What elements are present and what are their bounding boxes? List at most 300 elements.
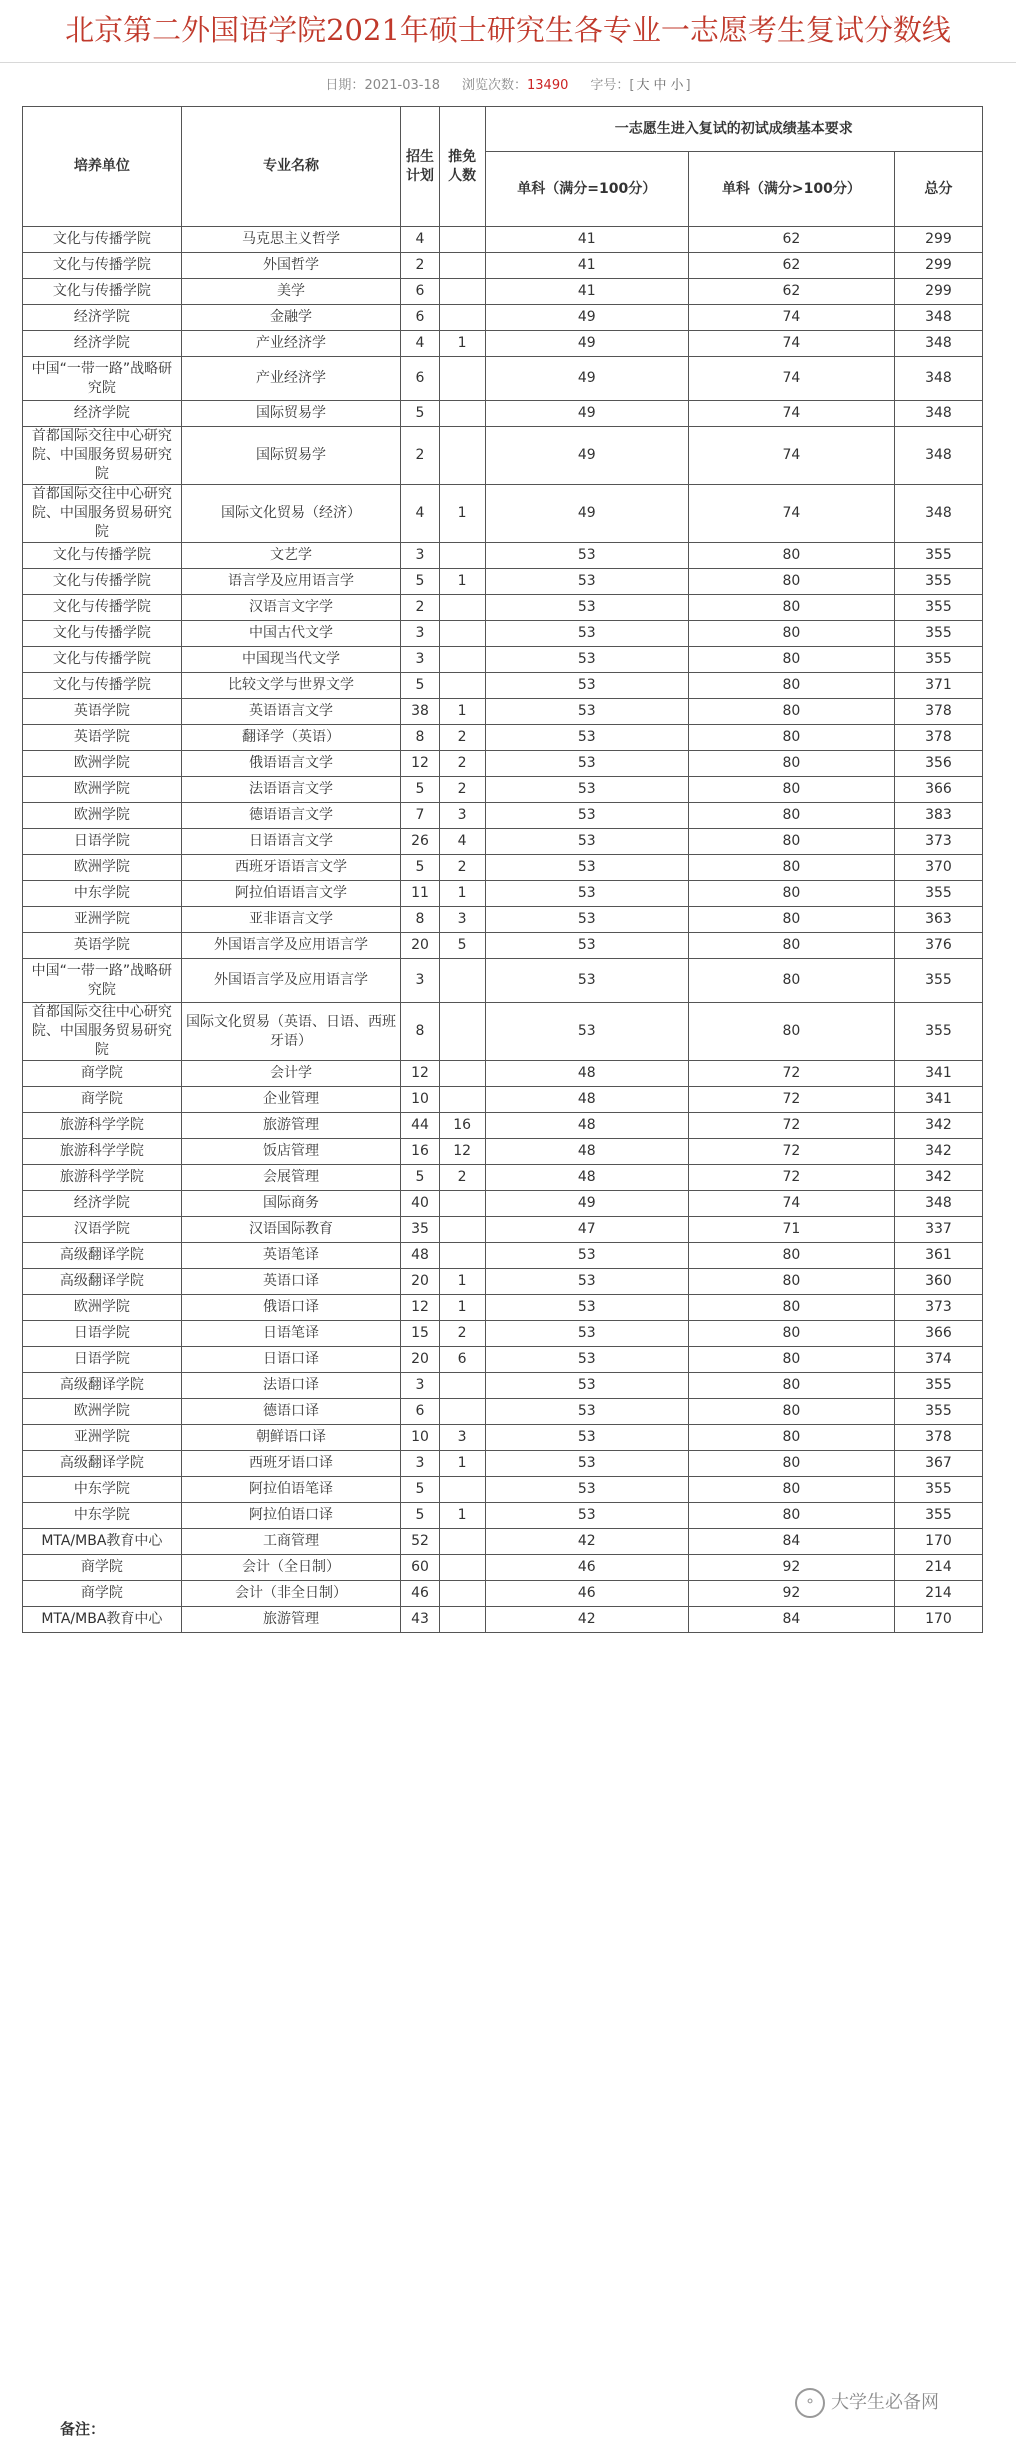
fontsize-label: 字号：[ — [590, 78, 635, 93]
cell-major: 金融学 — [181, 305, 401, 331]
cell-s2: 80 — [688, 595, 894, 621]
table-row — [23, 1087, 983, 1113]
cell-s1: 53 — [485, 1295, 688, 1321]
table-row — [23, 1529, 983, 1555]
header-requirements: 一志愿生进入复试的初试成绩基本要求 — [485, 107, 982, 152]
cell-s1: 41 — [485, 279, 688, 305]
cell-total: 360 — [894, 1269, 982, 1295]
table-row — [23, 427, 983, 485]
cell-s2: 62 — [688, 279, 894, 305]
cell-total: 355 — [894, 1399, 982, 1425]
cell-plan: 6 — [401, 279, 439, 305]
cell-plan: 10 — [401, 1425, 439, 1451]
cell-s1: 48 — [485, 1165, 688, 1191]
cell-total: 355 — [894, 881, 982, 907]
footer-note: 备注： — [60, 2420, 106, 2438]
cell-major: 中国古代文学 — [181, 621, 401, 647]
cell-exempt — [439, 1581, 485, 1607]
cell-total: 374 — [894, 1347, 982, 1373]
cell-unit: 亚洲学院 — [23, 1425, 182, 1451]
cell-s2: 74 — [688, 331, 894, 357]
cell-plan: 3 — [401, 1373, 439, 1399]
cell-s1: 41 — [485, 227, 688, 253]
table-row — [23, 1217, 983, 1243]
cell-exempt: 3 — [439, 907, 485, 933]
cell-unit: 英语学院 — [23, 725, 182, 751]
cell-s2: 80 — [688, 751, 894, 777]
cell-s1: 53 — [485, 829, 688, 855]
table-row — [23, 543, 983, 569]
cell-major: 汉语国际教育 — [181, 1217, 401, 1243]
cell-plan: 5 — [401, 1503, 439, 1529]
cell-unit: 文化与传播学院 — [23, 227, 182, 253]
cell-major: 会计学 — [181, 1061, 401, 1087]
table-row — [23, 1581, 983, 1607]
font-size-small-link[interactable]: 小 — [670, 78, 684, 93]
score-table-body — [23, 227, 983, 1633]
cell-major: 外国语言学及应用语言学 — [181, 959, 401, 1003]
cell-plan: 8 — [401, 725, 439, 751]
cell-exempt — [439, 543, 485, 569]
cell-plan: 20 — [401, 1269, 439, 1295]
cell-exempt — [439, 1373, 485, 1399]
cell-major: 朝鲜语口译 — [181, 1425, 401, 1451]
cell-s2: 62 — [688, 227, 894, 253]
page-title: 北京第二外国语学院2021年硕士研究生各专业一志愿考生复试分数线 — [65, 13, 951, 47]
cell-unit: 经济学院 — [23, 401, 182, 427]
cell-s1: 49 — [485, 485, 688, 543]
cell-plan: 2 — [401, 427, 439, 485]
cell-major: 旅游管理 — [181, 1607, 401, 1633]
cell-plan: 6 — [401, 1399, 439, 1425]
cell-unit: 欧洲学院 — [23, 1295, 182, 1321]
table-row — [23, 1373, 983, 1399]
cell-s1: 49 — [485, 357, 688, 401]
cell-exempt: 2 — [439, 1321, 485, 1347]
table-row — [23, 725, 983, 751]
cell-unit: 文化与传播学院 — [23, 621, 182, 647]
cell-major: 语言学及应用语言学 — [181, 569, 401, 595]
cell-s2: 80 — [688, 569, 894, 595]
cell-s2: 72 — [688, 1139, 894, 1165]
cell-major: 西班牙语语言文学 — [181, 855, 401, 881]
cell-s1: 49 — [485, 401, 688, 427]
cell-s1: 53 — [485, 777, 688, 803]
cell-s2: 80 — [688, 933, 894, 959]
cell-plan: 8 — [401, 1003, 439, 1061]
cell-exempt — [439, 1217, 485, 1243]
cell-unit: MTA/MBA教育中心 — [23, 1607, 182, 1633]
cell-s1: 53 — [485, 1373, 688, 1399]
table-row — [23, 803, 983, 829]
cell-s2: 74 — [688, 305, 894, 331]
cell-unit: 商学院 — [23, 1087, 182, 1113]
cell-major: 国际贸易学 — [181, 427, 401, 485]
cell-s2: 71 — [688, 1217, 894, 1243]
cell-s1: 48 — [485, 1139, 688, 1165]
cell-s2: 80 — [688, 699, 894, 725]
cell-exempt: 2 — [439, 1165, 485, 1191]
header-exempt: 推免人数 — [439, 107, 485, 227]
table-row — [23, 1477, 983, 1503]
table-row — [23, 1451, 983, 1477]
cell-plan: 5 — [401, 1477, 439, 1503]
cell-major: 企业管理 — [181, 1087, 401, 1113]
cell-plan: 12 — [401, 1061, 439, 1087]
table-row — [23, 1269, 983, 1295]
cell-s2: 80 — [688, 1451, 894, 1477]
cell-unit: MTA/MBA教育中心 — [23, 1529, 182, 1555]
cell-unit: 日语学院 — [23, 1347, 182, 1373]
cell-exempt — [439, 1061, 485, 1087]
cell-major: 英语口译 — [181, 1269, 401, 1295]
cell-s1: 53 — [485, 959, 688, 1003]
cell-s2: 80 — [688, 1373, 894, 1399]
cell-total: 170 — [894, 1529, 982, 1555]
cell-plan: 3 — [401, 543, 439, 569]
cell-plan: 3 — [401, 959, 439, 1003]
cell-s2: 80 — [688, 1321, 894, 1347]
table-row — [23, 855, 983, 881]
cell-plan: 4 — [401, 227, 439, 253]
cell-unit: 中东学院 — [23, 1477, 182, 1503]
cell-major: 会展管理 — [181, 1165, 401, 1191]
cell-exempt — [439, 1399, 485, 1425]
cell-plan: 46 — [401, 1581, 439, 1607]
cell-plan: 60 — [401, 1555, 439, 1581]
table-row — [23, 1139, 983, 1165]
cell-unit: 欧洲学院 — [23, 855, 182, 881]
cell-s1: 53 — [485, 1269, 688, 1295]
table-row — [23, 647, 983, 673]
cell-unit: 中东学院 — [23, 881, 182, 907]
article-meta — [0, 74, 1016, 93]
table-row — [23, 1503, 983, 1529]
cell-major: 国际商务 — [181, 1191, 401, 1217]
cell-s2: 80 — [688, 1347, 894, 1373]
cell-total: 378 — [894, 1425, 982, 1451]
table-row — [23, 959, 983, 1003]
table-row — [23, 569, 983, 595]
cell-total: 348 — [894, 357, 982, 401]
cell-s1: 42 — [485, 1607, 688, 1633]
cell-exempt — [439, 1191, 485, 1217]
cell-total: 367 — [894, 1451, 982, 1477]
cell-total: 355 — [894, 647, 982, 673]
cell-plan: 6 — [401, 357, 439, 401]
cell-plan: 12 — [401, 1295, 439, 1321]
cell-s1: 53 — [485, 1477, 688, 1503]
views-label: 浏览次数： — [462, 78, 528, 93]
cell-total: 348 — [894, 427, 982, 485]
cell-s1: 53 — [485, 907, 688, 933]
table-row — [23, 401, 983, 427]
cell-major: 翻译学（英语） — [181, 725, 401, 751]
font-size-medium-link[interactable]: 中 — [653, 78, 667, 93]
cell-major: 工商管理 — [181, 1529, 401, 1555]
cell-unit: 中国“一带一路”战略研究院 — [23, 357, 182, 401]
cell-total: 366 — [894, 777, 982, 803]
cell-plan: 44 — [401, 1113, 439, 1139]
cell-exempt: 12 — [439, 1139, 485, 1165]
table-row — [23, 933, 983, 959]
cell-s2: 80 — [688, 725, 894, 751]
cell-s1: 49 — [485, 331, 688, 357]
cell-s2: 92 — [688, 1555, 894, 1581]
cell-exempt: 1 — [439, 699, 485, 725]
cell-unit: 旅游科学学院 — [23, 1113, 182, 1139]
table-row — [23, 881, 983, 907]
header-unit: 培养单位 — [23, 107, 182, 227]
cell-s1: 53 — [485, 543, 688, 569]
cell-total: 356 — [894, 751, 982, 777]
cell-exempt: 1 — [439, 1451, 485, 1477]
cell-total: 341 — [894, 1061, 982, 1087]
cell-total: 214 — [894, 1555, 982, 1581]
table-row — [23, 1425, 983, 1451]
cell-unit: 高级翻译学院 — [23, 1243, 182, 1269]
cell-total: 361 — [894, 1243, 982, 1269]
cell-s2: 80 — [688, 829, 894, 855]
cell-s1: 46 — [485, 1581, 688, 1607]
cell-exempt: 1 — [439, 1269, 485, 1295]
cell-s2: 80 — [688, 907, 894, 933]
cell-total: 355 — [894, 1373, 982, 1399]
cell-exempt — [439, 427, 485, 485]
cell-unit: 首都国际交往中心研究院、中国服务贸易研究院 — [23, 1003, 182, 1061]
cell-s2: 84 — [688, 1607, 894, 1633]
cell-plan: 4 — [401, 331, 439, 357]
cell-major: 法语口译 — [181, 1373, 401, 1399]
table-row — [23, 751, 983, 777]
cell-exempt: 2 — [439, 725, 485, 751]
cell-total: 370 — [894, 855, 982, 881]
cell-s1: 46 — [485, 1555, 688, 1581]
cell-major: 国际文化贸易（经济） — [181, 485, 401, 543]
cell-unit: 经济学院 — [23, 305, 182, 331]
cell-s2: 72 — [688, 1165, 894, 1191]
cell-exempt: 16 — [439, 1113, 485, 1139]
cell-plan: 5 — [401, 777, 439, 803]
cell-plan: 5 — [401, 855, 439, 881]
cell-s1: 53 — [485, 1399, 688, 1425]
cell-total: 342 — [894, 1113, 982, 1139]
cell-exempt: 1 — [439, 485, 485, 543]
cell-plan: 5 — [401, 673, 439, 699]
cell-unit: 欧洲学院 — [23, 751, 182, 777]
cell-major: 旅游管理 — [181, 1113, 401, 1139]
cell-total: 373 — [894, 829, 982, 855]
cell-s1: 53 — [485, 1425, 688, 1451]
views-count: 13490 — [527, 78, 569, 93]
cell-s2: 80 — [688, 621, 894, 647]
table-row — [23, 1165, 983, 1191]
table-row — [23, 279, 983, 305]
cell-unit: 高级翻译学院 — [23, 1451, 182, 1477]
cell-plan: 20 — [401, 1347, 439, 1373]
cell-major: 饭店管理 — [181, 1139, 401, 1165]
table-row — [23, 1061, 983, 1087]
cell-total: 348 — [894, 485, 982, 543]
cell-exempt: 2 — [439, 855, 485, 881]
cell-unit: 文化与传播学院 — [23, 253, 182, 279]
cell-s2: 80 — [688, 1269, 894, 1295]
watermark — [795, 2388, 939, 2418]
cell-total: 378 — [894, 699, 982, 725]
cell-total: 342 — [894, 1139, 982, 1165]
cell-exempt: 1 — [439, 1503, 485, 1529]
cell-total: 376 — [894, 933, 982, 959]
cell-major: 文艺学 — [181, 543, 401, 569]
cell-s2: 80 — [688, 777, 894, 803]
cell-s1: 53 — [485, 933, 688, 959]
cell-s2: 80 — [688, 855, 894, 881]
cell-major: 汉语言文字学 — [181, 595, 401, 621]
cell-total: 348 — [894, 331, 982, 357]
table-row — [23, 1243, 983, 1269]
cell-plan: 20 — [401, 933, 439, 959]
header-plan: 招生计划 — [401, 107, 439, 227]
cell-major: 英语语言文学 — [181, 699, 401, 725]
cell-unit: 经济学院 — [23, 331, 182, 357]
cell-plan: 3 — [401, 1451, 439, 1477]
cell-major: 俄语语言文学 — [181, 751, 401, 777]
cell-exempt: 5 — [439, 933, 485, 959]
table-row — [23, 1321, 983, 1347]
cell-exempt — [439, 959, 485, 1003]
cell-major: 日语笔译 — [181, 1321, 401, 1347]
cell-major: 会计（全日制） — [181, 1555, 401, 1581]
cell-plan: 35 — [401, 1217, 439, 1243]
cell-major: 日语口译 — [181, 1347, 401, 1373]
cell-exempt: 1 — [439, 1295, 485, 1321]
cell-s1: 49 — [485, 427, 688, 485]
table-row — [23, 907, 983, 933]
cell-major: 德语口译 — [181, 1399, 401, 1425]
cell-unit: 商学院 — [23, 1061, 182, 1087]
cell-s2: 80 — [688, 1399, 894, 1425]
cell-s1: 53 — [485, 595, 688, 621]
cell-major: 俄语口译 — [181, 1295, 401, 1321]
cell-total: 355 — [894, 595, 982, 621]
title-divider — [0, 62, 1016, 63]
cell-s2: 74 — [688, 485, 894, 543]
cell-plan: 52 — [401, 1529, 439, 1555]
table-row — [23, 227, 983, 253]
cell-exempt — [439, 595, 485, 621]
cell-exempt — [439, 1003, 485, 1061]
cell-unit: 文化与传播学院 — [23, 279, 182, 305]
cell-plan: 43 — [401, 1607, 439, 1633]
watermark-text: 大学生必备网 — [831, 2392, 939, 2413]
cell-s1: 53 — [485, 621, 688, 647]
cell-total: 383 — [894, 803, 982, 829]
cell-total: 299 — [894, 279, 982, 305]
cell-s2: 80 — [688, 959, 894, 1003]
header-major: 专业名称 — [181, 107, 401, 227]
cell-exempt — [439, 253, 485, 279]
cell-major: 国际贸易学 — [181, 401, 401, 427]
table-row — [23, 777, 983, 803]
cell-total: 299 — [894, 253, 982, 279]
wechat-icon: ⚬ — [795, 2388, 825, 2418]
cell-total: 348 — [894, 305, 982, 331]
table-row — [23, 829, 983, 855]
header-single-over-100: 单科（满分>100分） — [688, 152, 894, 227]
cell-plan: 2 — [401, 595, 439, 621]
cell-s1: 47 — [485, 1217, 688, 1243]
cell-s1: 41 — [485, 253, 688, 279]
cell-plan: 2 — [401, 253, 439, 279]
cell-s2: 80 — [688, 1503, 894, 1529]
table-row — [23, 621, 983, 647]
table-row — [23, 1295, 983, 1321]
cell-total: 355 — [894, 543, 982, 569]
cell-exempt — [439, 279, 485, 305]
cell-s2: 80 — [688, 647, 894, 673]
cell-total: 348 — [894, 1191, 982, 1217]
cell-total: 355 — [894, 1003, 982, 1061]
cell-s1: 53 — [485, 1451, 688, 1477]
cell-exempt: 6 — [439, 1347, 485, 1373]
cell-s2: 80 — [688, 673, 894, 699]
cell-unit: 欧洲学院 — [23, 803, 182, 829]
cell-s2: 84 — [688, 1529, 894, 1555]
cell-unit: 首都国际交往中心研究院、中国服务贸易研究院 — [23, 427, 182, 485]
cell-plan: 4 — [401, 485, 439, 543]
cell-exempt — [439, 1607, 485, 1633]
cell-s1: 53 — [485, 1347, 688, 1373]
cell-major: 阿拉伯语笔译 — [181, 1477, 401, 1503]
cell-unit: 文化与传播学院 — [23, 569, 182, 595]
cell-s2: 80 — [688, 1295, 894, 1321]
cell-exempt — [439, 401, 485, 427]
cell-total: 355 — [894, 621, 982, 647]
cell-plan: 11 — [401, 881, 439, 907]
table-row — [23, 485, 983, 543]
cell-plan: 48 — [401, 1243, 439, 1269]
font-size-large-link[interactable]: 大 — [636, 78, 650, 93]
cell-major: 阿拉伯语口译 — [181, 1503, 401, 1529]
cell-unit: 英语学院 — [23, 699, 182, 725]
cell-s2: 80 — [688, 1243, 894, 1269]
cell-unit: 文化与传播学院 — [23, 647, 182, 673]
cell-major: 西班牙语口译 — [181, 1451, 401, 1477]
cell-total: 355 — [894, 959, 982, 1003]
cell-major: 德语语言文学 — [181, 803, 401, 829]
cell-unit: 商学院 — [23, 1555, 182, 1581]
cell-s1: 42 — [485, 1529, 688, 1555]
cell-total: 355 — [894, 1503, 982, 1529]
cell-plan: 3 — [401, 621, 439, 647]
cell-major: 阿拉伯语语言文学 — [181, 881, 401, 907]
cell-exempt — [439, 621, 485, 647]
cell-s2: 72 — [688, 1061, 894, 1087]
cell-s2: 80 — [688, 1477, 894, 1503]
cell-total: 378 — [894, 725, 982, 751]
cell-s1: 53 — [485, 647, 688, 673]
cell-plan: 26 — [401, 829, 439, 855]
cell-major: 外国哲学 — [181, 253, 401, 279]
cell-plan: 16 — [401, 1139, 439, 1165]
cell-unit: 日语学院 — [23, 1321, 182, 1347]
cell-unit: 欧洲学院 — [23, 777, 182, 803]
cell-unit: 文化与传播学院 — [23, 595, 182, 621]
cell-s1: 53 — [485, 1003, 688, 1061]
cell-exempt — [439, 1555, 485, 1581]
table-row — [23, 253, 983, 279]
cell-major: 英语笔译 — [181, 1243, 401, 1269]
